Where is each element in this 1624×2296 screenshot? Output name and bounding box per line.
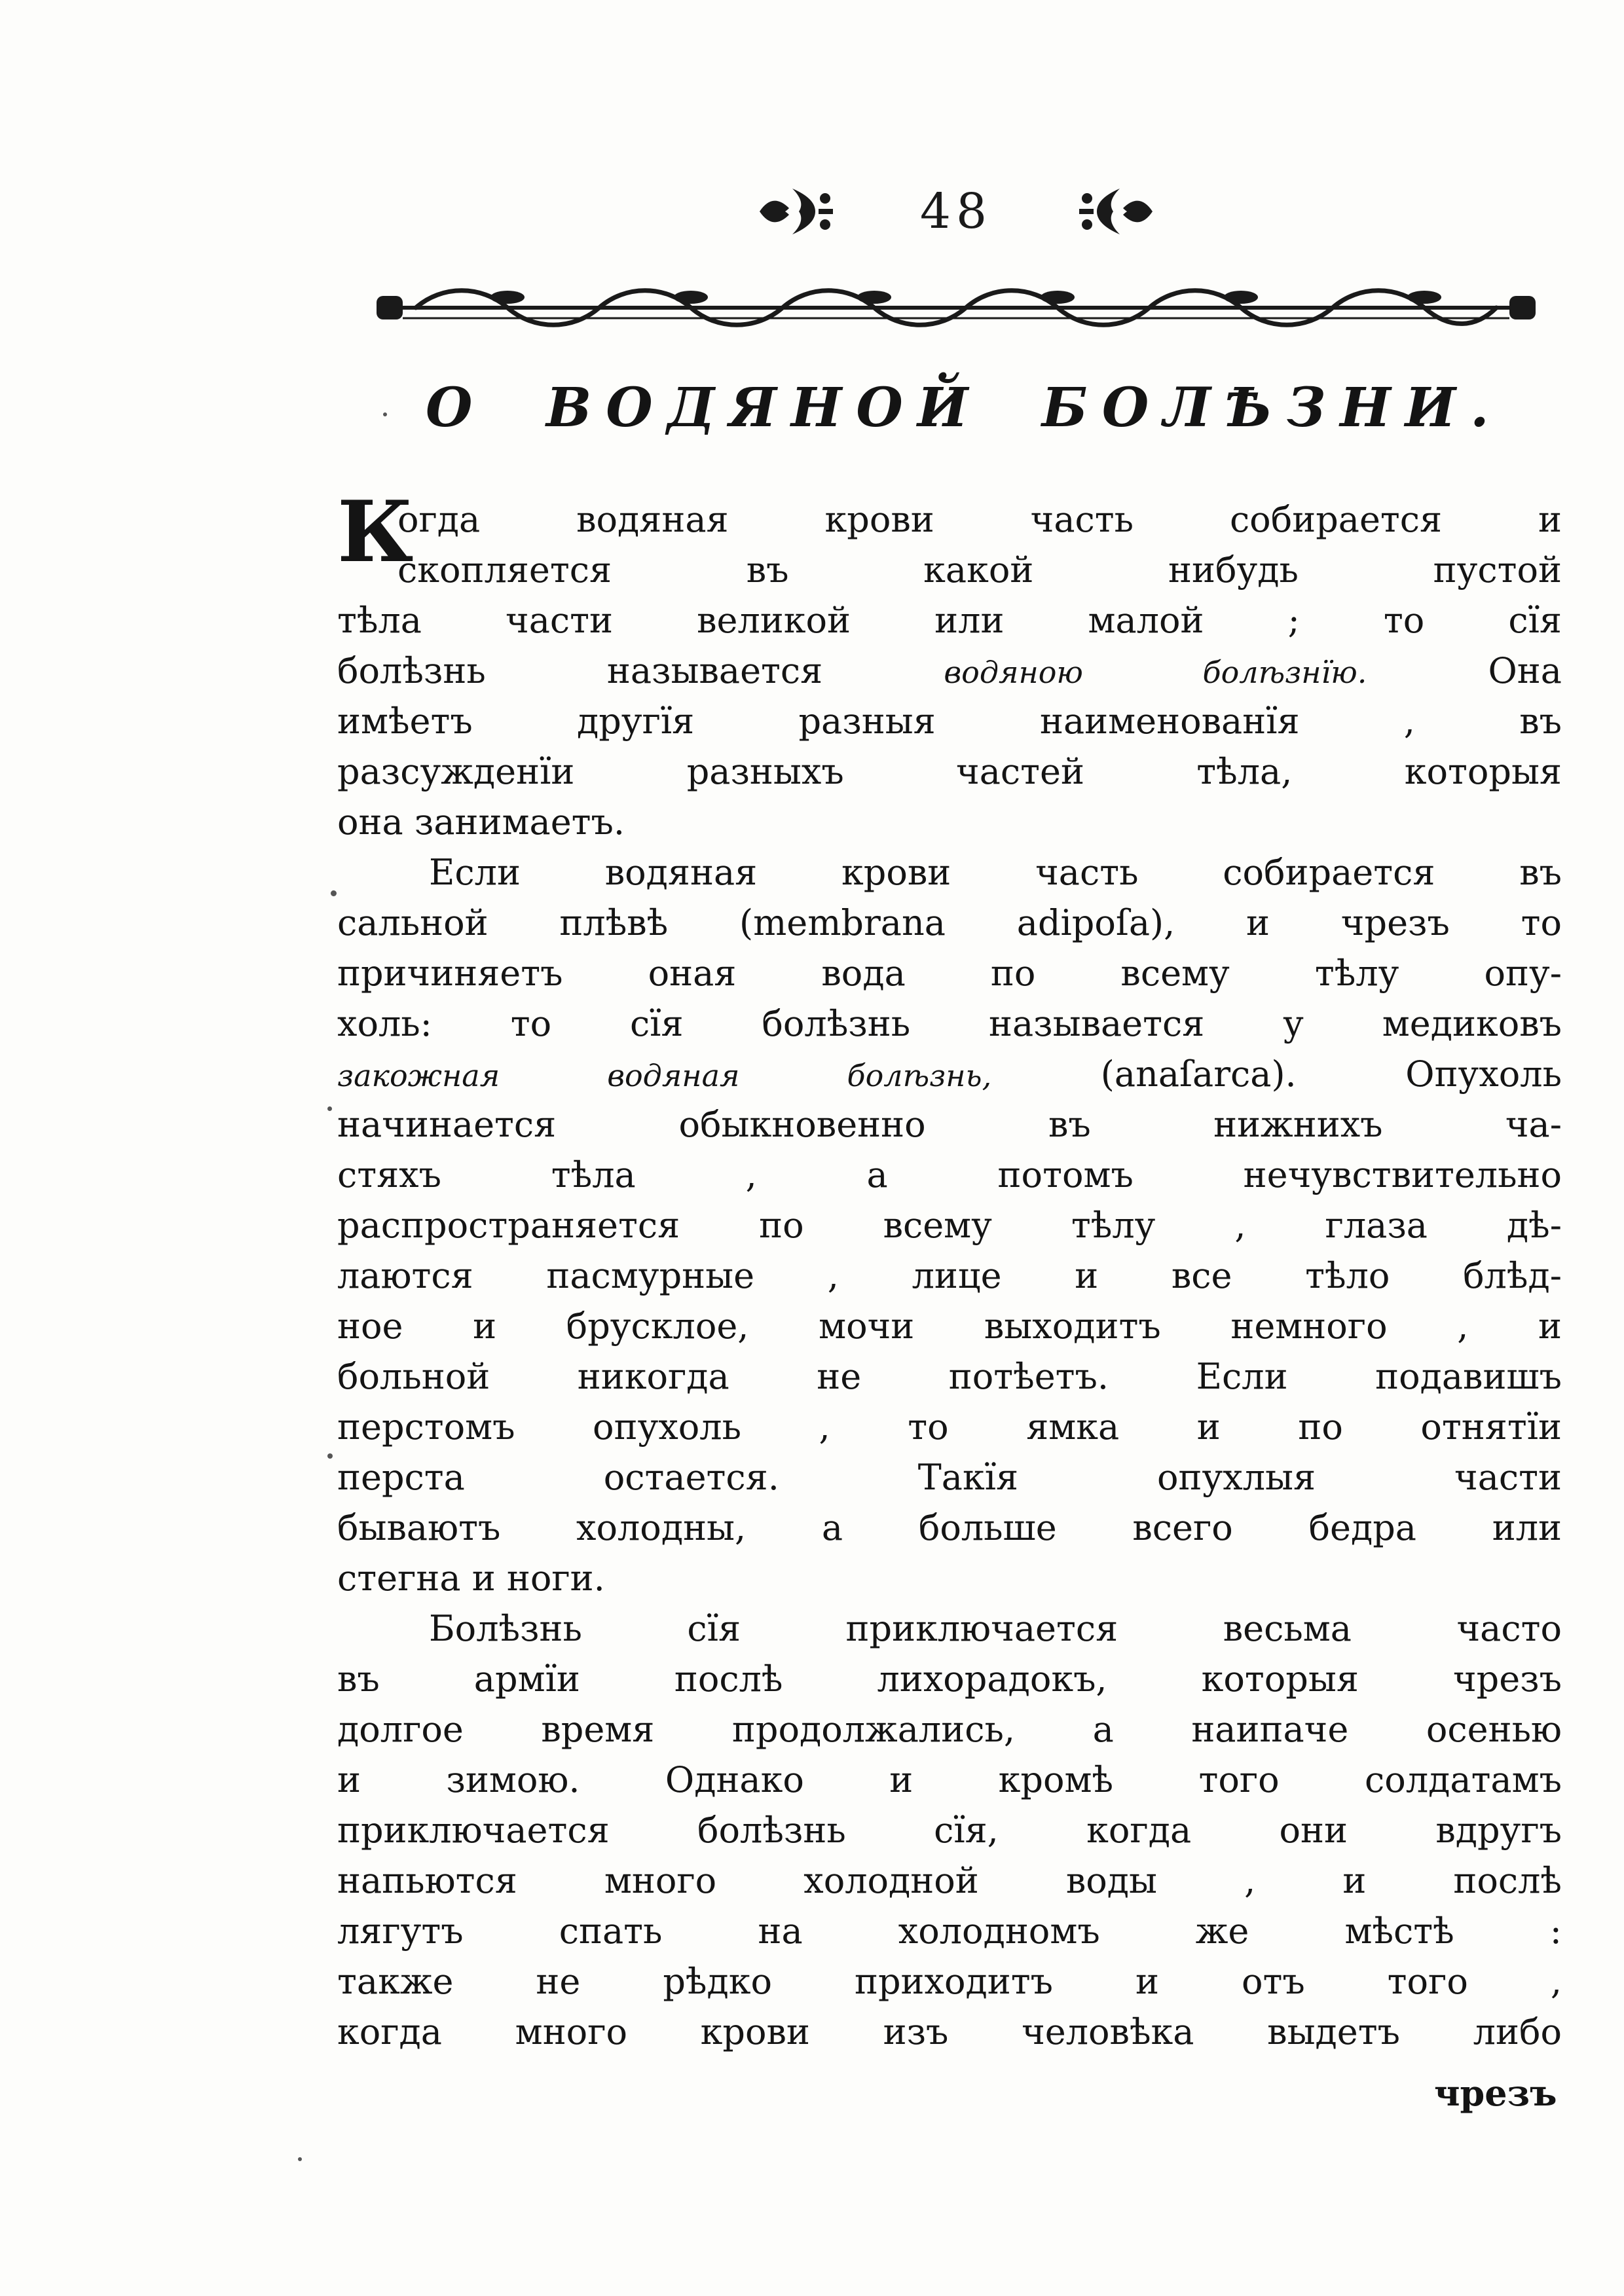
text-line: тѣла части великой или малой ; то сїя (337, 600, 1562, 641)
text-line: она занимаетъ. (337, 801, 625, 843)
text-line: лаются пасмурные , лице и все тѣло блѣд- (337, 1255, 1562, 1296)
text-line: долгое время продолжались, а наипаче осенью (337, 1709, 1562, 1750)
text-line: напьются много холодной воды , и послѣ (337, 1860, 1562, 1901)
paper-speck (331, 890, 337, 896)
text-line (337, 646, 1562, 696)
italic-term: водяною болѣзнїю. (944, 655, 1367, 690)
body-text (337, 483, 1562, 2057)
paper-speck (327, 1106, 332, 1111)
paper-speck (327, 1453, 333, 1459)
fleuron-right-icon (1077, 179, 1159, 244)
italic-term: закожная водяная болѣзнь, (337, 1058, 992, 1093)
text-line: приключается болѣзнь сїя, когда они вдругъ (337, 1810, 1562, 1851)
page-header (753, 175, 1159, 247)
text-line (337, 1049, 1562, 1099)
text-line: скопляется въ какой нибудь пустой (397, 549, 1562, 591)
text-line: перста остается. Такїя опухлыя части (337, 1457, 1562, 1498)
text-line: перстомъ опухоль , то ямка и по отнятїи (337, 1406, 1562, 1448)
text-run: (anaſarca). Опухоль (991, 1053, 1562, 1095)
text-line: распространяется по всему тѣлу , глаза дѣ- (337, 1205, 1562, 1246)
drop-cap: К (337, 483, 414, 581)
text-line: стегна и ноги. (337, 1558, 605, 1599)
text-line: имѣетъ другїя разныя наименованїя , въ (337, 701, 1562, 742)
text-line: разсужденїи разныхъ частей тѣла, которыя (337, 751, 1562, 792)
text-run: Она (1367, 650, 1562, 691)
text-line: холь: то сїя болѣзнь называется у медиковъ (337, 1003, 1562, 1044)
text-line: причиняетъ оная вода по всему тѣлу опу- (337, 953, 1562, 994)
text-line: лягутъ спать на холодномъ же мѣстѣ : (337, 1910, 1562, 1952)
text-line: и зимою. Однако и кромѣ того солдатамъ (337, 1759, 1562, 1800)
text-line: Если водяная крови часть собирается въ (429, 852, 1562, 893)
text-line: сальной плѣвѣ (membrana adipoſa), и чрезъ то (337, 902, 1562, 943)
text-line: въ армїи послѣ лихорадокъ, которыя чрезъ (337, 1658, 1562, 1700)
text-line: огда водяная крови часть собирается и (397, 499, 1562, 540)
paper-speck (383, 412, 387, 416)
text-line: стяхъ тѣла , а потомъ нечувствительно (337, 1154, 1562, 1195)
text-line: когда много крови изъ человѣка выдетъ либо (337, 2011, 1562, 2052)
chapter-title: О ВОДЯНОЙ БОЛѢЗНИ. (426, 376, 1504, 439)
catchword: чрезъ (1434, 2072, 1557, 2114)
text-line: ное и брусклое, мочи выходитъ немного , и (337, 1305, 1562, 1347)
text-line: бываютъ холодны, а больше всего бедра или (337, 1507, 1562, 1548)
fleuron-left-icon (753, 179, 835, 244)
text-line: начинается обыкновенно въ нижнихъ ча- (337, 1104, 1562, 1145)
text-line: больной никогда не потѣетъ. Если подавишъ (337, 1356, 1562, 1397)
paper-speck (298, 2157, 302, 2161)
page-number: 48 (919, 183, 993, 240)
ornamental-rule-icon (377, 282, 1536, 334)
text-line: также не рѣдко приходитъ и отъ того , (337, 1961, 1562, 2002)
text-line: Болѣзнь сїя приключается весьма часто (429, 1608, 1562, 1649)
text-run: болѣзнь называется (337, 650, 944, 691)
